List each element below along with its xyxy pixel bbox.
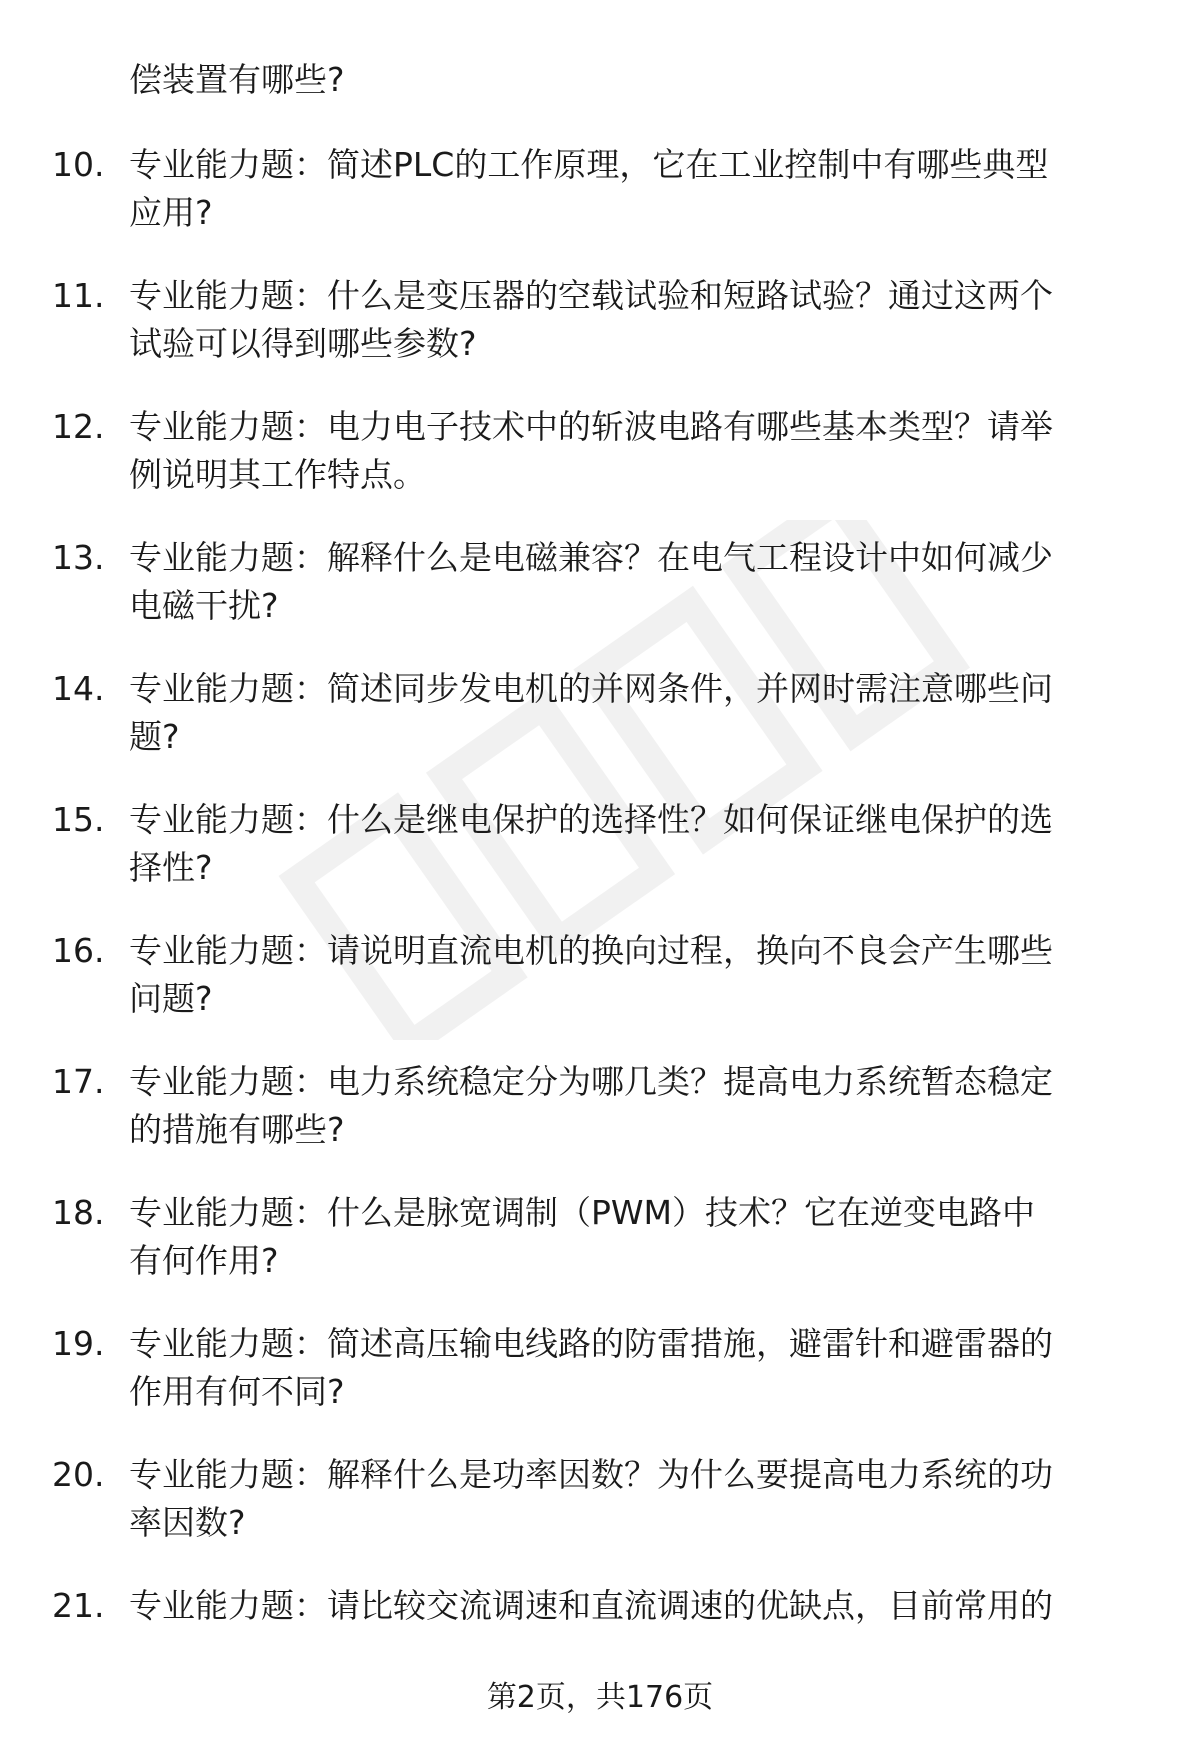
question-text: [129, 403, 1139, 499]
question-line: 专业能力题：解释什么是功率因数？为什么要提高电力系统的功: [129, 1455, 1053, 1494]
question-line: 专业能力题：什么是脉宽调制（PWM）技术？它在逆变电路中: [129, 1193, 1036, 1232]
question-item: [0, 141, 1200, 237]
question-number: 11.: [52, 276, 105, 315]
question-line: 专业能力题：简述高压输电线路的防雷措施，避雷针和避雷器的: [129, 1324, 1053, 1363]
question-line: 专业能力题：解释什么是电磁兼容？在电气工程设计中如何减少: [129, 538, 1053, 577]
question-item: [0, 534, 1200, 630]
question-item: [0, 1189, 1200, 1285]
question-line: 专业能力题：简述同步发电机的并网条件，并网时需注意哪些问: [129, 669, 1053, 708]
question-line: 专业能力题：请说明直流电机的换向过程，换向不良会产生哪些: [129, 931, 1053, 970]
question-text: [129, 272, 1139, 368]
question-number: 15.: [52, 800, 105, 839]
question-text: [129, 1582, 1139, 1630]
question-line: 率因数?: [129, 1503, 246, 1542]
question-text: [129, 927, 1139, 1023]
page-footer: 第2页，共176页: [486, 1680, 714, 1715]
question-item: [0, 796, 1200, 892]
question-line: 应用?: [129, 193, 213, 232]
question-line: 电磁干扰?: [129, 586, 279, 625]
question-item: [0, 1451, 1200, 1547]
question-number: 13.: [52, 538, 105, 577]
question-list: [0, 141, 1200, 1713]
question-line: 问题?: [129, 979, 213, 1018]
question-item: [0, 665, 1200, 761]
question-text: [129, 1189, 1139, 1285]
question-number: 14.: [52, 669, 105, 708]
continuation-text: 偿装置有哪些?: [129, 60, 345, 99]
question-text: [129, 1058, 1139, 1154]
question-number: 19.: [52, 1324, 105, 1363]
question-line: 专业能力题：什么是变压器的空载试验和短路试验？通过这两个: [129, 276, 1053, 315]
question-line: 专业能力题：请比较交流调速和直流调速的优缺点，目前常用的: [129, 1586, 1053, 1625]
question-number: 18.: [52, 1193, 105, 1232]
question-number: 10.: [52, 145, 105, 184]
question-text: [129, 1451, 1139, 1547]
question-text: [129, 796, 1139, 892]
question-number: 16.: [52, 931, 105, 970]
question-text: [129, 1320, 1139, 1416]
question-line: 择性?: [129, 848, 213, 887]
question-text: [129, 665, 1139, 761]
question-text: [129, 534, 1139, 630]
question-item: [0, 272, 1200, 368]
question-line: 专业能力题：简述PLC的工作原理，它在工业控制中有哪些典型: [129, 145, 1049, 184]
question-number: 20.: [52, 1455, 105, 1494]
question-item: [0, 1058, 1200, 1154]
question-line: 的措施有哪些?: [129, 1110, 345, 1149]
question-number: 21.: [52, 1586, 105, 1625]
question-line: 作用有何不同?: [129, 1372, 345, 1411]
question-line: 专业能力题：什么是继电保护的选择性？如何保证继电保护的选: [129, 800, 1053, 839]
question-line: 有何作用?: [129, 1241, 279, 1280]
question-number: 12.: [52, 407, 105, 446]
question-line: 专业能力题：电力电子技术中的斩波电路有哪些基本类型？请举: [129, 407, 1053, 446]
question-line: 试验可以得到哪些参数?: [129, 324, 477, 363]
question-item: [0, 1582, 1200, 1678]
question-item: [0, 1320, 1200, 1416]
question-line: 例说明其工作特点。: [129, 455, 426, 494]
question-item: [0, 927, 1200, 1023]
question-item: [0, 403, 1200, 499]
question-line: 专业能力题：电力系统稳定分为哪几类？提高电力系统暂态稳定: [129, 1062, 1053, 1101]
question-text: [129, 141, 1139, 237]
question-line: 题?: [129, 717, 180, 756]
question-number: 17.: [52, 1062, 105, 1101]
